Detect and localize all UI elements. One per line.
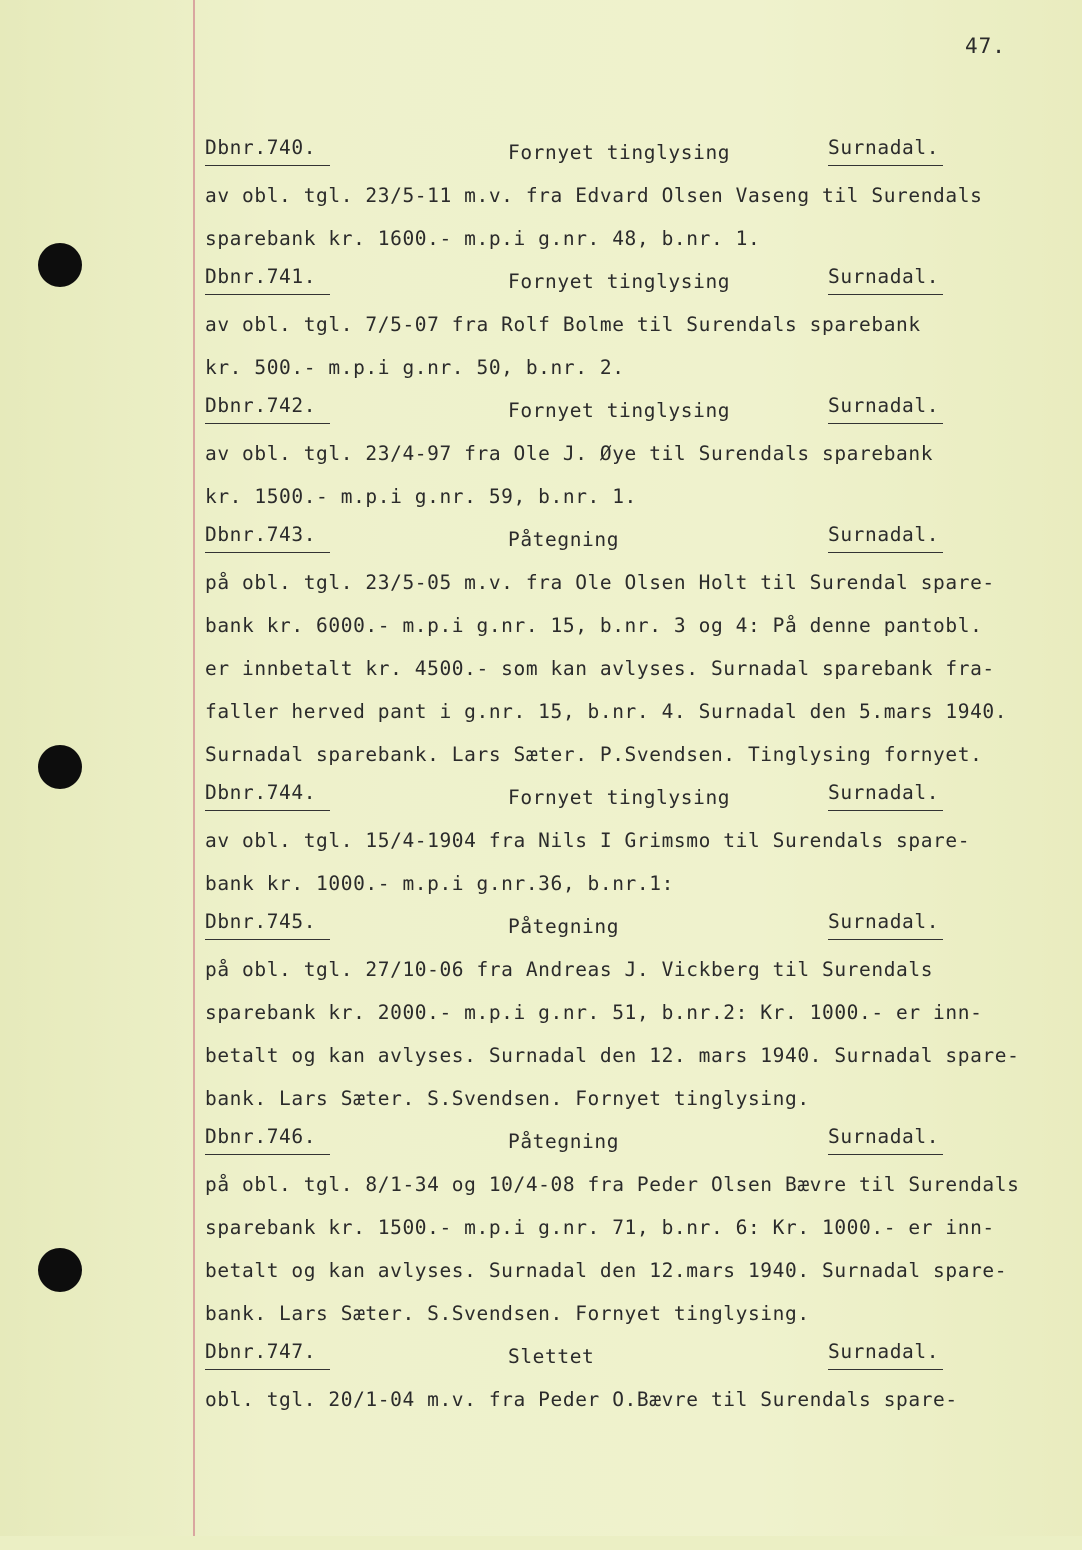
entry-heading <box>205 905 1055 948</box>
entry-heading <box>205 389 1055 432</box>
punch-hole <box>38 1248 82 1292</box>
entry <box>205 131 1055 260</box>
entry-text-line: er innbetalt kr. 4500.- som kan avlyses. Surnadal sparebank fra- <box>205 657 995 680</box>
entry-type: Fornyet tinglysing <box>508 270 731 293</box>
entry-number: Dbnr.747. <box>205 1335 330 1370</box>
entry-number: Dbnr.740. <box>205 131 330 166</box>
entry <box>205 905 1055 1120</box>
page-number: 47. <box>965 34 1006 58</box>
entry-place: Surnadal. <box>828 1335 943 1370</box>
entry-place: Surnadal. <box>828 131 943 166</box>
entry-text-line: sparebank kr. 1600.- m.p.i g.nr. 48, b.nr. 1. <box>205 227 761 250</box>
entry-heading <box>205 1335 1055 1378</box>
margin-rule <box>193 0 195 1536</box>
entry <box>205 518 1055 776</box>
entry-place: Surnadal. <box>828 905 943 940</box>
entry <box>205 1120 1055 1335</box>
entry-heading <box>205 260 1055 303</box>
entry-text-line: på obl. tgl. 8/1-34 og 10/4-08 fra Peder Olsen Bævre til Surendals <box>205 1173 1020 1196</box>
entry-text-line: Surnadal sparebank. Lars Sæter. P.Svendsen. Tinglysing fornyet. <box>205 743 983 766</box>
entry-place: Surnadal. <box>828 518 943 553</box>
entry-type: Slettet <box>508 1345 595 1368</box>
entry-text-line: bank. Lars Sæter. S.Svendsen. Fornyet tinglysing. <box>205 1087 810 1110</box>
entry-heading <box>205 518 1055 561</box>
entry-text-line: av obl. tgl. 15/4-1904 fra Nils I Grimsmo til Surendals spare- <box>205 829 971 852</box>
entry-place: Surnadal. <box>828 1120 943 1155</box>
entry <box>205 1335 1055 1421</box>
entry-number: Dbnr.745. <box>205 905 330 940</box>
entry-text-line: av obl. tgl. 23/5-11 m.v. fra Edvard Olsen Vaseng til Surendals <box>205 184 983 207</box>
entry-text-line: obl. tgl. 20/1-04 m.v. fra Peder O.Bævre til Surendals spare- <box>205 1388 958 1411</box>
entry <box>205 776 1055 905</box>
entry-text-line: bank. Lars Sæter. S.Svendsen. Fornyet tinglysing. <box>205 1302 810 1325</box>
entry <box>205 389 1055 518</box>
entry-place: Surnadal. <box>828 389 943 424</box>
entry <box>205 260 1055 389</box>
entry-text-line: bank kr. 1000.- m.p.i g.nr.36, b.nr.1: <box>205 872 674 895</box>
entry-place: Surnadal. <box>828 776 943 811</box>
entry-number: Dbnr.742. <box>205 389 330 424</box>
entry-type: Fornyet tinglysing <box>508 786 731 809</box>
entry-number: Dbnr.746. <box>205 1120 330 1155</box>
punch-hole <box>38 243 82 287</box>
entry-type: Påtegning <box>508 915 620 938</box>
entry-text-line: kr. 1500.- m.p.i g.nr. 59, b.nr. 1. <box>205 485 637 508</box>
entry-text-line: av obl. tgl. 7/5-07 fra Rolf Bolme til Surendals sparebank <box>205 313 921 336</box>
entry-text-line: på obl. tgl. 23/5-05 m.v. fra Ole Olsen Holt til Surendal spare- <box>205 571 995 594</box>
entry-heading <box>205 776 1055 819</box>
entry-text-line: sparebank kr. 1500.- m.p.i g.nr. 71, b.nr. 6: Kr. 1000.- er inn- <box>205 1216 995 1239</box>
entry-type: Fornyet tinglysing <box>508 141 731 164</box>
entry-number: Dbnr.741. <box>205 260 330 295</box>
entry-number: Dbnr.744. <box>205 776 330 811</box>
entry-text-line: på obl. tgl. 27/10-06 fra Andreas J. Vickberg til Surendals <box>205 958 934 981</box>
entry-text-line: av obl. tgl. 23/4-97 fra Ole J. Øye til Surendals sparebank <box>205 442 934 465</box>
punch-hole <box>38 745 82 789</box>
entry-text-line: betalt og kan avlyses. Surnadal den 12. mars 1940. Surnadal spare- <box>205 1044 1020 1067</box>
entry-text-line: sparebank kr. 2000.- m.p.i g.nr. 51, b.nr.2: Kr. 1000.- er inn- <box>205 1001 983 1024</box>
entry-heading <box>205 131 1055 174</box>
entry-text-line: bank kr. 6000.- m.p.i g.nr. 15, b.nr. 3 og 4: På denne pantobl. <box>205 614 983 637</box>
entry-type: Fornyet tinglysing <box>508 399 731 422</box>
entry-text-line: betalt og kan avlyses. Surnadal den 12.mars 1940. Surnadal spare- <box>205 1259 1008 1282</box>
entry-heading <box>205 1120 1055 1163</box>
entry-number: Dbnr.743. <box>205 518 330 553</box>
entry-text-line: kr. 500.- m.p.i g.nr. 50, b.nr. 2. <box>205 356 625 379</box>
entry-text-line: faller herved pant i g.nr. 15, b.nr. 4. Surnadal den 5.mars 1940. <box>205 700 1008 723</box>
entry-type: Påtegning <box>508 1130 620 1153</box>
entries-list <box>205 131 1055 1421</box>
entry-place: Surnadal. <box>828 260 943 295</box>
entry-type: Påtegning <box>508 528 620 551</box>
